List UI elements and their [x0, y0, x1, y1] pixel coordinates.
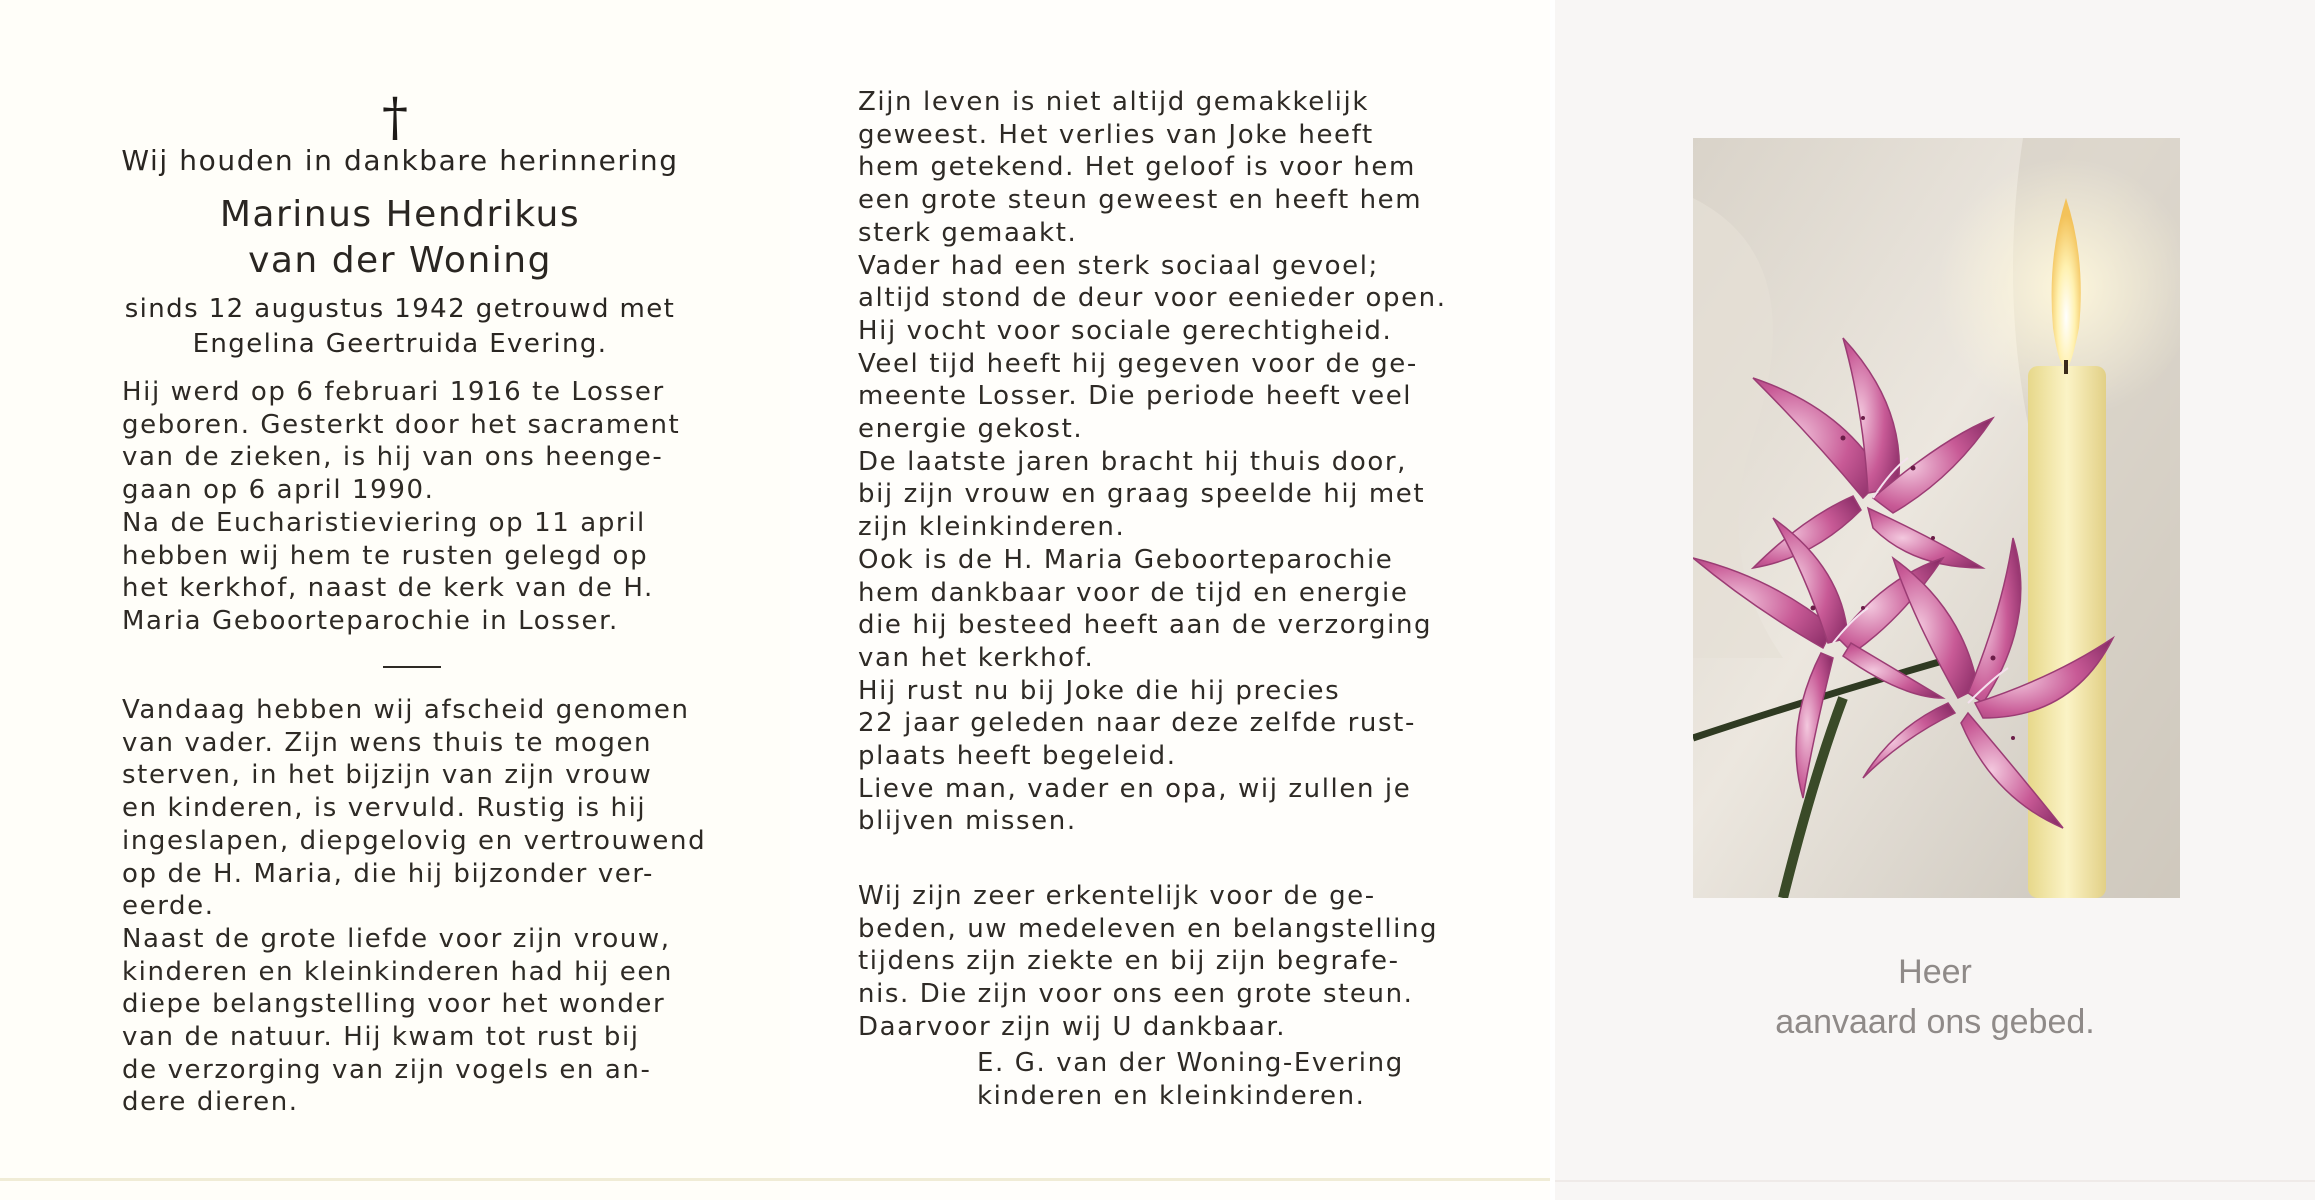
text-line: Vandaag hebben wij afscheid genomen [122, 695, 690, 725]
family-signature [977, 1047, 1404, 1112]
text-line: sterk gemaakt. [858, 217, 1078, 248]
biography-text [122, 376, 680, 638]
text-line: nis. Die zijn voor ons een grote steun. [858, 979, 1414, 1010]
text-line: van de natuur. Hij kwam tot rust bij [122, 1022, 640, 1053]
text-line: een grote steun geweest en heeft hem [858, 185, 1423, 216]
text-line: de verzorging van zijn vogels en an- [122, 1054, 652, 1085]
text-line: eerde. [122, 891, 215, 922]
text-line: Wij zijn zeer erkentelijk voor de ge- [858, 881, 1376, 911]
life-text [858, 86, 1447, 838]
text-line: Hij werd op 6 februari 1916 te Losser [122, 377, 665, 407]
text-line: Zijn leven is niet altijd gemakkelijk [858, 87, 1369, 117]
deceased-name-first: Marinus Hendrikus [219, 194, 581, 235]
text-line: van de zieken, is hij van ons heenge- [122, 442, 664, 473]
text-line: zijn kleinkinderen. [858, 512, 1126, 543]
text-line: Hij rust nu bij Joke die hij precies [858, 675, 1341, 706]
text-line: hem dankbaar voor de tijd en energie [858, 577, 1409, 608]
tribute-text [122, 694, 706, 1119]
text-line: plaats heeft begeleid. [858, 741, 1177, 772]
text-line: sterven, in het bijzijn van zijn vrouw [122, 760, 653, 791]
deceased-name-last: van der Woning [248, 240, 552, 281]
text-line: Na de Eucharistieviering op 11 april [122, 507, 646, 538]
text-line: geboren. Gesterkt door het sacrament [122, 409, 681, 440]
married-line: sinds 12 augustus 1942 getrouwd met [124, 294, 676, 324]
text-line: bij zijn vrouw en graag speelde hij met [858, 479, 1426, 510]
text-line: Naast de grote liefde voor zijn vrouw, [122, 923, 671, 954]
text-line: E. G. van der Woning-Evering [977, 1048, 1404, 1078]
text-line: Ook is de H. Maria Geboorteparochie [858, 544, 1394, 575]
text-line: Maria Geboorteparochie in Losser. [122, 605, 619, 636]
text-line: en kinderen, is vervuld. Rustig is hij [122, 793, 647, 824]
text-line: die hij besteed heeft aan de verzorging [858, 610, 1433, 641]
text-line: ingeslapen, diepgelovig en vertrouwend [122, 825, 707, 856]
text-line: beden, uw medeleven en belangstelling [858, 913, 1439, 944]
text-line: Daarvoor zijn wij U dankbaar. [858, 1011, 1287, 1042]
text-line: diepe belangstelling voor het wonder [122, 989, 666, 1020]
text-line: kinderen en kleinkinderen had hij een [122, 956, 673, 987]
text-line: het kerkhof, naast de kerk van de H. [122, 573, 654, 604]
text-line: van vader. Zijn wens thuis te mogen [122, 727, 653, 758]
intro-text: Wij houden in dankbare herinnering [121, 144, 679, 177]
card-bottom-edge [0, 1178, 1550, 1181]
text-line: hebben wij hem te rusten gelegd op [122, 540, 649, 571]
text-line: blijven missen. [858, 806, 1077, 837]
text-line: hem getekend. Het geloof is voor hem [858, 152, 1416, 183]
text-line: op de H. Maria, die hij bijzonder ver- [122, 858, 655, 889]
text-line: van het kerkhof. [858, 642, 1095, 673]
text-line: meente Losser. Die periode heeft veel [858, 381, 1413, 412]
spouse-name: Engelina Geertruida Evering. [192, 329, 608, 359]
text-line: Veel tijd heeft hij gegeven voor de ge- [858, 348, 1418, 379]
text-line: energie gekost. [858, 414, 1084, 445]
text-line: De laatste jaren bracht hij thuis door, [858, 446, 1407, 477]
card-bottom-edge-right [1555, 1180, 2315, 1182]
text-line: kinderen en kleinkinderen. [977, 1080, 1366, 1111]
prayer-caption-line1: Heer [1898, 953, 1972, 991]
text-line: Lieve man, vader en opa, wij zullen je [858, 773, 1412, 804]
text-line: Hij vocht voor sociale gerechtigheid. [858, 315, 1393, 346]
cross-icon: † [382, 88, 408, 148]
text-line: gaan op 6 april 1990. [122, 475, 435, 506]
text-line: Vader had een sterk sociaal gevoel; [858, 250, 1379, 281]
text-line: altijd stond de deur voor eenieder open. [858, 283, 1447, 314]
prayer-caption-line2: aanvaard ons gebed. [1775, 1003, 2095, 1041]
thanks-text [858, 880, 1438, 1044]
text-line: dere dieren. [122, 1087, 299, 1118]
candle-lily-photo [1693, 138, 2180, 898]
text-line: 22 jaar geleden naar deze zelfde rust- [858, 708, 1416, 739]
text-line: geweest. Het verlies van Joke heeft [858, 119, 1374, 150]
divider [383, 666, 441, 668]
text-line: tijdens zijn ziekte en bij zijn begrafe- [858, 946, 1400, 977]
